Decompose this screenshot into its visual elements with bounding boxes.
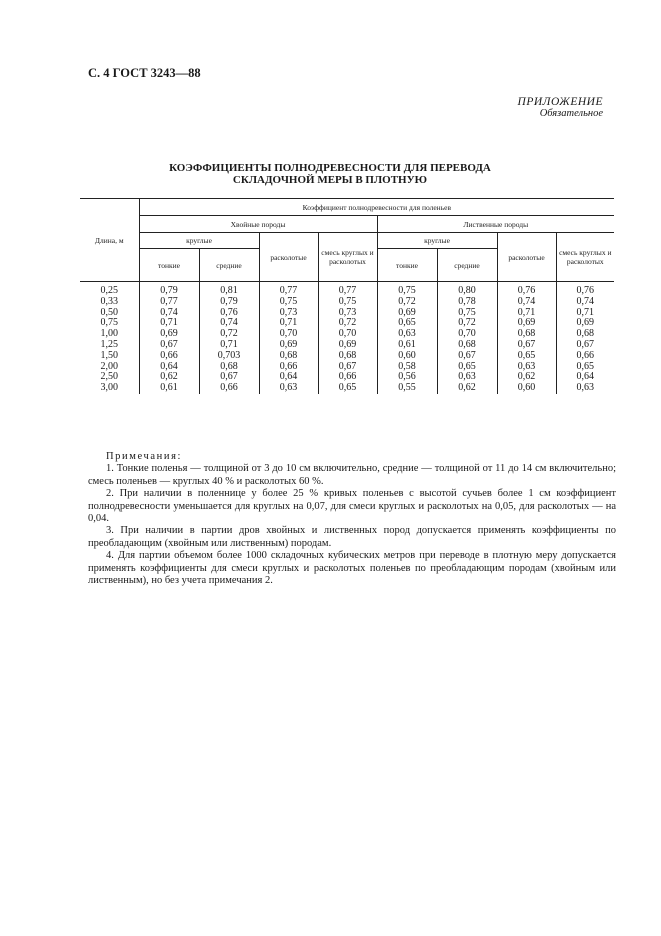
note-4: 4. Для партии объемом более 1000 складочных кубических метров при переводе в плотную меру допускается применять коэффициенты для смеси круглых и расколотых поленьев по преобладающим породам (хвойным или лиственным), но без учета примечания 2. bbox=[88, 550, 616, 587]
coefficient-cell: 0,61 bbox=[139, 383, 199, 394]
coefficient-table bbox=[80, 198, 614, 394]
coefficient-cell: 0,65 bbox=[437, 362, 497, 373]
coefficient-cell: 0,80 bbox=[437, 282, 497, 297]
coefficient-cell: 0,55 bbox=[377, 383, 437, 394]
table-body bbox=[80, 282, 614, 394]
length-cell: 2,00 bbox=[80, 362, 139, 373]
coefficient-cell: 0,70 bbox=[259, 329, 318, 340]
coefficient-cell: 0,64 bbox=[556, 372, 614, 383]
coefficient-cell: 0,74 bbox=[556, 297, 614, 308]
coefficient-cell: 0,63 bbox=[497, 362, 556, 373]
coefficient-cell: 0,71 bbox=[259, 318, 318, 329]
coefficient-cell: 0,74 bbox=[497, 297, 556, 308]
coefficient-cell: 0,72 bbox=[318, 318, 377, 329]
coefficient-cell: 0,69 bbox=[556, 318, 614, 329]
coefficient-cell: 0,65 bbox=[556, 362, 614, 373]
coefficient-cell: 0,77 bbox=[259, 282, 318, 297]
coefficient-cell: 0,77 bbox=[318, 282, 377, 297]
length-cell: 1,00 bbox=[80, 329, 139, 340]
coefficient-cell: 0,65 bbox=[497, 351, 556, 362]
coefficient-cell: 0,69 bbox=[259, 340, 318, 351]
length-cell: 0,33 bbox=[80, 297, 139, 308]
coefficient-cell: 0,68 bbox=[318, 351, 377, 362]
length-cell: 0,25 bbox=[80, 282, 139, 297]
coefficient-cell: 0,65 bbox=[318, 383, 377, 394]
length-cell: 3,00 bbox=[80, 383, 139, 394]
header-conifer-split: расколотые bbox=[259, 233, 318, 282]
coefficient-cell: 0,73 bbox=[259, 308, 318, 319]
header-conifer-thin: тонкие bbox=[139, 249, 199, 282]
coefficient-cell: 0,72 bbox=[377, 297, 437, 308]
coefficient-cell: 0,78 bbox=[437, 297, 497, 308]
coefficient-cell: 0,63 bbox=[556, 383, 614, 394]
length-cell: 0,50 bbox=[80, 308, 139, 319]
coefficient-cell: 0,68 bbox=[199, 362, 259, 373]
coefficient-cell: 0,75 bbox=[259, 297, 318, 308]
length-cell: 1,50 bbox=[80, 351, 139, 362]
appendix-status: Обязательное bbox=[539, 108, 603, 119]
coefficient-cell: 0,68 bbox=[497, 329, 556, 340]
header-deciduous-medium: средние bbox=[437, 249, 497, 282]
coefficient-cell: 0,76 bbox=[199, 308, 259, 319]
coefficient-cell: 0,73 bbox=[318, 308, 377, 319]
coefficient-cell: 0,69 bbox=[497, 318, 556, 329]
coefficient-cell: 0,63 bbox=[259, 383, 318, 394]
notes-heading: Примечания: bbox=[106, 451, 183, 462]
title-line-2: СКЛАДОЧНОЙ МЕРЫ В ПЛОТНУЮ bbox=[232, 174, 428, 186]
document-title bbox=[80, 162, 580, 186]
header-conifer: Хвойные породы bbox=[139, 216, 377, 233]
header-deciduous-split: расколотые bbox=[497, 233, 556, 282]
coefficient-cell: 0,76 bbox=[497, 282, 556, 297]
coefficient-cell: 0,60 bbox=[497, 383, 556, 394]
coefficient-cell: 0,62 bbox=[437, 383, 497, 394]
coefficient-cell: 0,63 bbox=[377, 329, 437, 340]
coefficient-cell: 0,66 bbox=[556, 351, 614, 362]
header-length: Длина, м bbox=[80, 199, 139, 282]
length-cell: 0,75 bbox=[80, 318, 139, 329]
length-cell: 1,25 bbox=[80, 340, 139, 351]
note-1: 1. Тонкие поленья — толщиной от 3 до 10 см включительно, средние — толщиной от 11 до 14 см включительно; смесь поленьев — круглых 40 % и расколотых 60 %. bbox=[88, 463, 616, 487]
coefficient-cell: 0,77 bbox=[139, 297, 199, 308]
header-deciduous-round: круглые bbox=[377, 233, 497, 249]
coefficient-cell: 0,71 bbox=[139, 318, 199, 329]
coefficient-cell: 0,66 bbox=[139, 351, 199, 362]
coefficient-cell: 0,67 bbox=[497, 340, 556, 351]
coefficient-cell: 0,67 bbox=[139, 340, 199, 351]
coefficient-cell: 0,61 bbox=[377, 340, 437, 351]
page-header: С. 4 ГОСТ 3243—88 bbox=[88, 66, 201, 80]
coefficient-cell: 0,70 bbox=[437, 329, 497, 340]
header-conifer-round: круглые bbox=[139, 233, 259, 249]
note-3: 3. При наличии в партии дров хвойных и лиственных пород допускается применять коэффициенты по преобладающим (хвойным или лиственным) породам. bbox=[88, 525, 616, 549]
coefficient-cell: 0,68 bbox=[437, 340, 497, 351]
header-deciduous-thin: тонкие bbox=[377, 249, 437, 282]
coefficient-cell: 0,76 bbox=[556, 282, 614, 297]
coefficient-cell: 0,67 bbox=[318, 362, 377, 373]
coefficient-cell: 0,64 bbox=[139, 362, 199, 373]
coefficient-cell: 0,72 bbox=[437, 318, 497, 329]
coefficient-cell: 0,70 bbox=[318, 329, 377, 340]
length-cell: 2,50 bbox=[80, 372, 139, 383]
note-2: 2. При наличии в поленнице у более 25 % кривых поленьев с высотой сучьев более 1 см коэффициент полнодревесности уменьшается для круглых на 0,07, для смеси круглых и расколотых на 0,05, для расколотых — на 0,04. bbox=[88, 488, 616, 525]
table-row bbox=[80, 351, 614, 362]
coefficient-cell: 0,69 bbox=[139, 329, 199, 340]
coefficient-cell: 0,75 bbox=[377, 282, 437, 297]
coefficient-cell: 0,79 bbox=[199, 297, 259, 308]
header-deciduous-mix: смесь круглых и расколотых bbox=[556, 233, 614, 282]
coefficient-cell: 0,75 bbox=[318, 297, 377, 308]
appendix-label bbox=[518, 96, 603, 119]
coefficient-cell: 0,67 bbox=[199, 372, 259, 383]
coefficient-cell: 0,62 bbox=[497, 372, 556, 383]
coefficient-cell: 0,56 bbox=[377, 372, 437, 383]
title-line-1: КОЭФФИЦИЕНТЫ ПОЛНОДРЕВЕСНОСТИ ДЛЯ ПЕРЕВОДА bbox=[169, 162, 491, 174]
coefficient-cell: 0,65 bbox=[377, 318, 437, 329]
coefficient-cell: 0,58 bbox=[377, 362, 437, 373]
header-conifer-medium: средние bbox=[199, 249, 259, 282]
coefficient-cell: 0,67 bbox=[556, 340, 614, 351]
coefficient-cell: 0,75 bbox=[437, 308, 497, 319]
coefficient-cell: 0,81 bbox=[199, 282, 259, 297]
table-row bbox=[80, 282, 614, 297]
table-row bbox=[80, 383, 614, 394]
header-deciduous: Лиственные породы bbox=[377, 216, 614, 233]
coefficient-cell: 0,68 bbox=[556, 329, 614, 340]
coefficient-cell: 0,74 bbox=[199, 318, 259, 329]
header-coefficient: Коэффициент полнодревесности для поленьев bbox=[139, 199, 614, 216]
coefficient-table-wrapper bbox=[80, 198, 614, 394]
coefficient-cell: 0,66 bbox=[318, 372, 377, 383]
coefficient-cell: 0,62 bbox=[139, 372, 199, 383]
coefficient-cell: 0,67 bbox=[437, 351, 497, 362]
coefficient-cell: 0,66 bbox=[199, 383, 259, 394]
appendix-title: ПРИЛОЖЕНИЕ bbox=[517, 96, 603, 108]
coefficient-cell: 0,66 bbox=[259, 362, 318, 373]
coefficient-cell: 0,69 bbox=[377, 308, 437, 319]
coefficient-cell: 0,703 bbox=[199, 351, 259, 362]
table-row bbox=[80, 297, 614, 308]
notes-section bbox=[88, 451, 616, 587]
coefficient-cell: 0,68 bbox=[259, 351, 318, 362]
coefficient-cell: 0,60 bbox=[377, 351, 437, 362]
coefficient-cell: 0,64 bbox=[259, 372, 318, 383]
header-conifer-mix: смесь круглых и расколотых bbox=[318, 233, 377, 282]
coefficient-cell: 0,79 bbox=[139, 282, 199, 297]
coefficient-cell: 0,72 bbox=[199, 329, 259, 340]
coefficient-cell: 0,63 bbox=[437, 372, 497, 383]
coefficient-cell: 0,71 bbox=[497, 308, 556, 319]
coefficient-cell: 0,71 bbox=[556, 308, 614, 319]
coefficient-cell: 0,71 bbox=[199, 340, 259, 351]
coefficient-cell: 0,69 bbox=[318, 340, 377, 351]
coefficient-cell: 0,74 bbox=[139, 308, 199, 319]
